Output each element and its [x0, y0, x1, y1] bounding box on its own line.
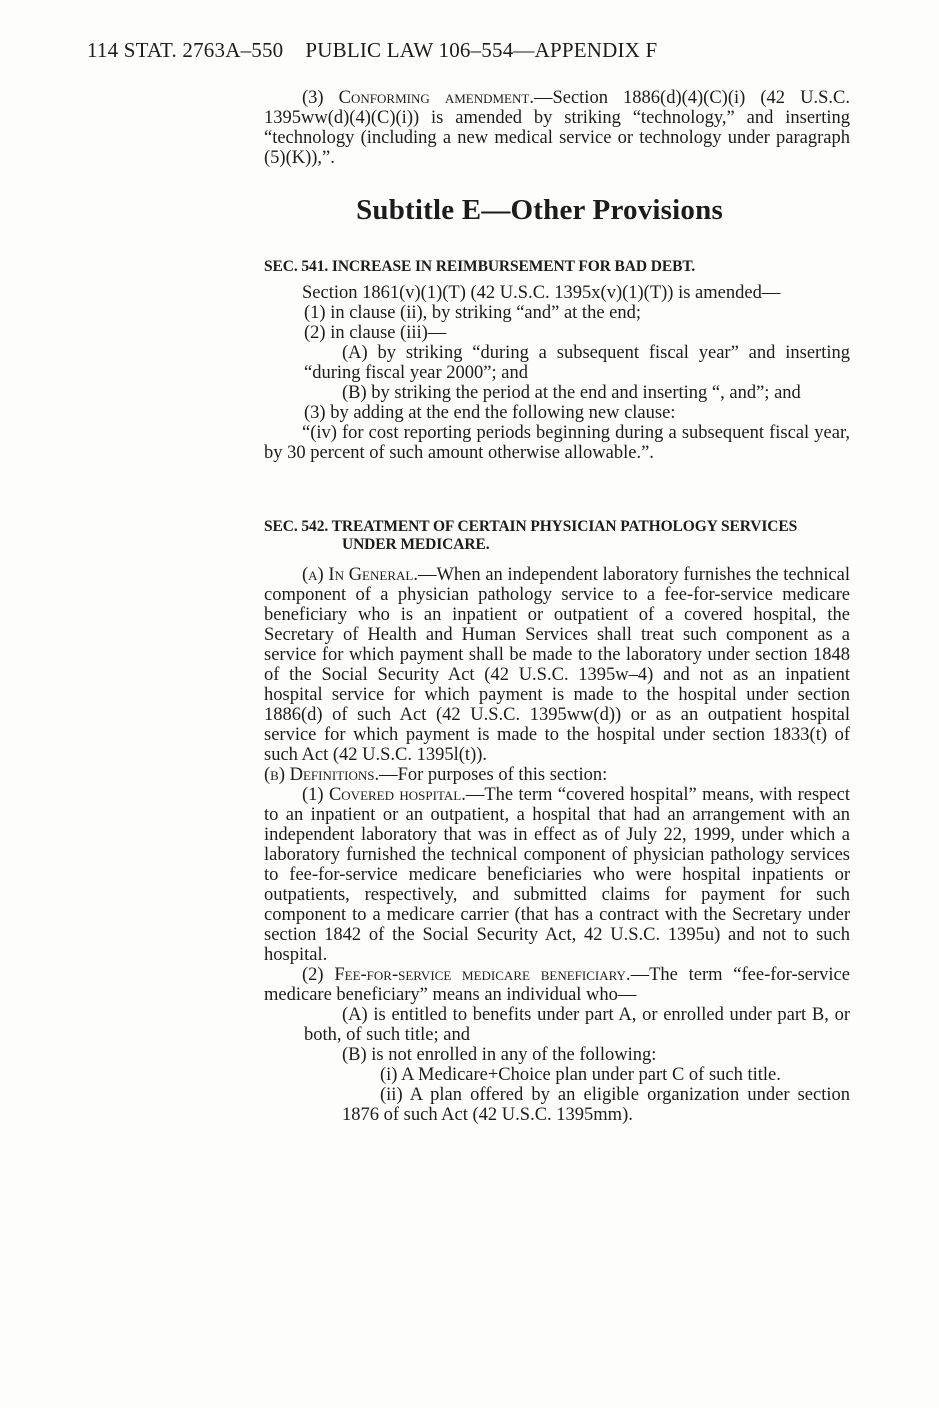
definition-2-item-a: (A) is entitled to benefits under part A, or enrolled under part B, or both, of such title; and: [304, 1005, 850, 1045]
subtitle-heading: Subtitle E—Other Provisions: [356, 194, 723, 226]
definition-2-heading: (2) Fee-for-service medicare beneficiary.: [302, 965, 631, 985]
section-541-item-2: (2) in clause (iii)—: [304, 323, 447, 343]
subsection-b-heading: (b) Definitions.: [264, 765, 380, 785]
subsection-b: [264, 765, 850, 785]
section-541-item-2b: (B) by striking the period at the end and inserting “, and”; and: [342, 383, 801, 403]
subsection-a-text: —When an independent laboratory furnishes the technical component of a physician pathology service to a fee-for-service medicare beneficiary who is an inpatient or outpatient of a covered hospital, the Secretary of Health and Human Services shall treat such component as a service for which payment shall be made to the laboratory under section 1848 of the Social Security Act (42 U.S.C. 1395w–4) and not as an inpatient hospital service for which payment is made to the hospital under section 1886(d) of such Act (42 U.S.C. 1395ww(d)) or as an outpatient hospital service for which payment is made to the hospital under section 1833(t) of such Act (42 U.S.C. 1395l(t)).: [264, 565, 850, 765]
section-542-heading-line-1: SEC. 542. TREATMENT OF CERTAIN PHYSICIAN PATHOLOGY SERVICES: [264, 518, 798, 535]
subsection-a-heading: (a) In General.: [302, 565, 418, 585]
paragraph-heading: (3) Conforming amendment.: [302, 88, 534, 108]
definition-2-text: —The term “fee-for-service medicare beneficiary” means an individual who—: [264, 965, 850, 1005]
subsection-a: [264, 565, 850, 765]
section-542-body: [264, 565, 850, 1125]
law-title: PUBLIC LAW 106–554—APPENDIX F: [305, 38, 658, 62]
definition-2-item-b: (B) is not enrolled in any of the following:: [342, 1045, 657, 1065]
section-541-new-clause: “(iv) for cost reporting periods beginning during a subsequent fiscal year, by 30 percent of such amount otherwise allowable.”.: [264, 423, 850, 463]
definition-fee-for-service-beneficiary: [264, 965, 850, 1005]
section-541-body: [264, 283, 850, 463]
definition-2-item-b-i: (i) A Medicare+Choice plan under part C of such title.: [380, 1065, 781, 1085]
section-541-item-3: (3) by adding at the end the following new clause:: [304, 403, 676, 423]
definition-1-heading: (1) Covered hospital.: [302, 785, 466, 805]
section-541-item-2a: (A) by striking “during a subsequent fiscal year” and inserting “during fiscal year 2000”; and: [304, 343, 850, 383]
definition-2-item-b-ii: (ii) A plan offered by an eligible organization under section 1876 of such Act (42 U.S.C. 1395mm).: [342, 1085, 850, 1125]
section-541-intro: Section 1861(v)(1)(T) (42 U.S.C. 1395x(v)(1)(T)) is amended—: [302, 283, 781, 303]
definition-1-text: —The term “covered hospital” means, with respect to an inpatient or an outpatient, a hospital that had an arrangement with an independent laboratory that was in effect as of July 22, 1999, under which a laboratory furnished the technical component of physician pathology services to fee-for-service medicare beneficiaries who were hospital inpatients or outpatients, respectively, and submitted claims for payment for such component to a medicare carrier (that has a contract with the Secretary under section 1842 of the Social Security Act, 42 U.S.C. 1395u) and not to such hospital.: [264, 785, 850, 965]
section-542-heading: [264, 518, 854, 554]
definition-covered-hospital: [264, 785, 850, 965]
running-header: [87, 38, 657, 63]
page-reference: 114 STAT. 2763A–550: [87, 38, 284, 62]
conforming-amendment-paragraph: [264, 88, 850, 168]
conforming-amendment-block: [264, 88, 850, 168]
section-541-heading: SEC. 541. INCREASE IN REIMBURSEMENT FOR BAD DEBT.: [264, 258, 696, 275]
section-541-item-1: (1) in clause (ii), by striking “and” at the end;: [304, 303, 642, 323]
section-542-heading-line-2: UNDER MEDICARE.: [342, 536, 490, 553]
subsection-b-text: —For purposes of this section:: [379, 765, 608, 785]
paragraph-text: —Section 1886(d)(4)(C)(i) (42 U.S.C. 1395ww(d)(4)(C)(i)) is amended by striking “technology,” and inserting “technology (including a new medical service or technology under paragraph (5)(K)),”.: [264, 88, 851, 168]
